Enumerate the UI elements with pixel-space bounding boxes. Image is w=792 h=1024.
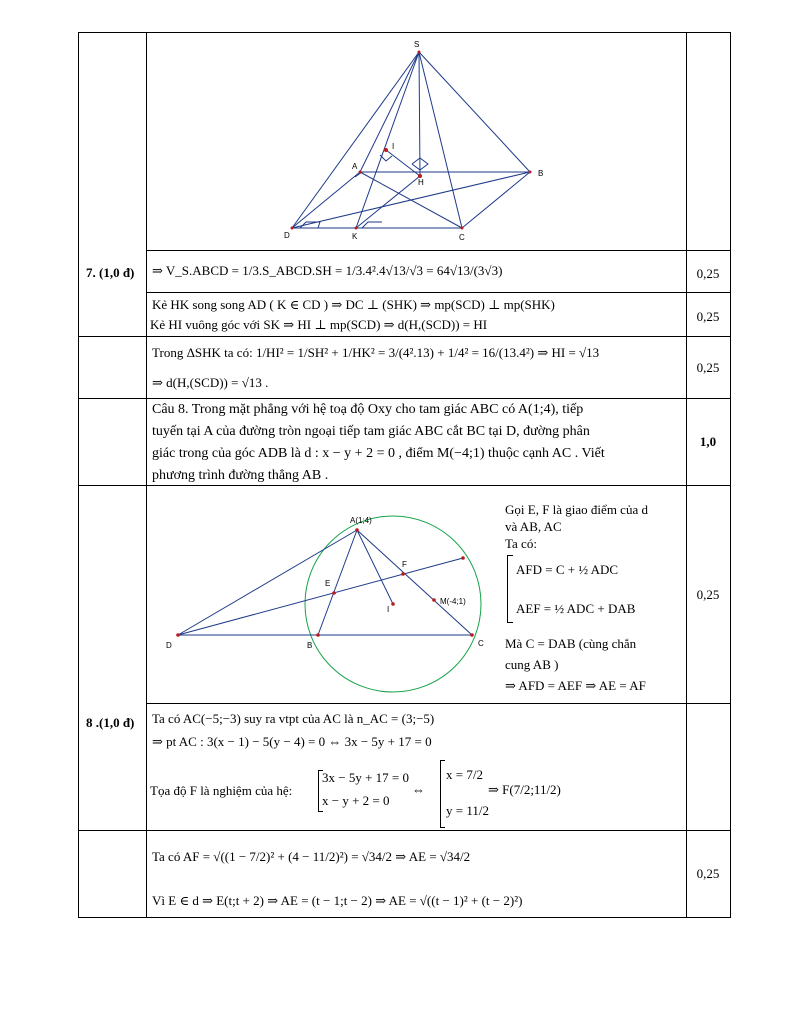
q7-step3-line1: Trong ΔSHK ta có: 1/HI² = 1/SH² + 1/HK² = 3/(4².13) + 1/4² = 16/(13.4²) ⇒ HI = √13: [152, 345, 600, 360]
q8-solution-y: y = 11/2: [446, 803, 489, 818]
fig7-label-s: S: [414, 40, 420, 49]
fig8-label-i: I: [387, 605, 390, 614]
fig7-label-c: C: [459, 233, 465, 242]
q8-side-line-6: ⇒ AFD = AEF ⇒ AE = AF: [505, 678, 646, 693]
q7-step2-line1: Kẻ HK song song AD ( K ∈ CD ) ⇒ DC ⊥ (SHK) ⇒ mp(SCD) ⊥ mp(SHK): [152, 297, 555, 312]
q7-step3-line2: ⇒ d(H,(SCD)) = √13 .: [152, 375, 269, 390]
q8-solution-brace: [440, 760, 445, 828]
q8-side-sys-1: AFD = C + ½ ADC: [516, 562, 619, 577]
q8-prompt-line-2: tuyến tại A của đường tròn ngoại tiếp tam giác ABC cắt BC tại D, đường phân: [152, 424, 590, 439]
q8-prompt-line-1: Câu 8. Trong mặt phẳng với hệ toạ độ Oxy cho tam giác ABC có A(1;4), tiếp: [152, 402, 584, 417]
q7-step2-line2: Kẻ HI vuông góc với SK ⇒ HI ⊥ mp(SCD) ⇒ d(H,(SCD)) = HI: [150, 317, 488, 332]
q8-step2-line-3: Tọa độ F là nghiệm của hệ:: [150, 783, 293, 798]
q8-step2-line-1: Ta có AC(−5;−3) suy ra vtpt của AC là n_AC = (3;−5): [152, 711, 435, 726]
q8-prompt-line-4: phương trình đường thẳng AB .: [152, 468, 329, 483]
fig7-label-i: I: [392, 142, 395, 151]
fig7-label-d: D: [284, 231, 290, 240]
fig8-label-c: C: [478, 639, 484, 648]
q7-label: 7. (1,0 đ): [86, 265, 135, 280]
fig7-label-b: B: [538, 169, 544, 178]
q7-score-3: 0,25: [696, 360, 720, 375]
q8-point-f: ⇒ F(7/2;11/2): [488, 782, 561, 797]
q8-score-2: 0,25: [696, 866, 720, 881]
fig8-label-f: F: [402, 560, 407, 569]
q8-label: 8 .(1,0 đ): [86, 715, 135, 730]
q8-step3-line-1: Ta có AF = √((1 − 7/2)² + (4 − 11/2)²) = √34/2 ⇒ AE = √34/2: [152, 849, 471, 864]
q8-side-line-3: Ta có:: [505, 536, 537, 551]
fig8-label-d: D: [166, 641, 172, 650]
fig8-label-a: A(1;4): [350, 516, 372, 525]
q8-system-eq-2: x − y + 2 = 0: [322, 793, 390, 808]
q7-score-1: 0,25: [696, 266, 720, 281]
q8-side-line-2: và AB, AC: [505, 519, 562, 534]
q8-prompt-score: 1,0: [699, 434, 717, 449]
q7-score-2: 0,25: [696, 309, 720, 324]
fig8-label-e: E: [325, 579, 331, 588]
q8-equivalence: ⇔: [412, 782, 425, 797]
q7-pyramid-figure: [147, 33, 685, 249]
fig8-label-m: M(-4;1): [440, 597, 466, 606]
q7-volume-formula: ⇒ V_S.ABCD = 1/3.S_ABCD.SH = 1/3.4².4√13/√3 = 64√13/(3√3): [152, 263, 503, 278]
q8-side-line-4: Mà C = DAB (cùng chắn: [505, 636, 637, 651]
q8-side-sys-2: AEF = ½ ADC + DAB: [516, 601, 636, 616]
q8-system-eq-1: 3x − 5y + 17 = 0: [322, 770, 409, 785]
q8-side-brace: [507, 555, 513, 623]
q8-circle-figure: [147, 486, 497, 702]
q8-side-line-5: cung AB ): [505, 657, 559, 672]
q8-side-line-1: Gọi E, F là giao điểm của d: [505, 502, 648, 517]
fig7-label-h: H: [418, 178, 424, 187]
q8-step2-line-2: ⇒ pt AC : 3(x − 1) − 5(y − 4) = 0 ⇔ 3x − 5y + 17 = 0: [152, 734, 432, 749]
q8-step3-line-2: Vì E ∈ d ⇒ E(t;t + 2) ⇒ AE = (t − 1;t − 2) ⇒ AE = √((t − 1)² + (t − 2)²): [152, 893, 523, 908]
q8-score-1: 0,25: [696, 587, 720, 602]
q8-prompt-line-3: giác trong của góc ADB là d : x − y + 2 = 0 , điểm M(−4;1) thuộc cạnh AC . Viết: [152, 446, 605, 461]
fig8-label-b: B: [307, 641, 313, 650]
fig7-label-a: A: [352, 162, 358, 171]
q8-solution-x: x = 7/2: [446, 767, 483, 782]
fig7-label-k: K: [352, 232, 358, 241]
